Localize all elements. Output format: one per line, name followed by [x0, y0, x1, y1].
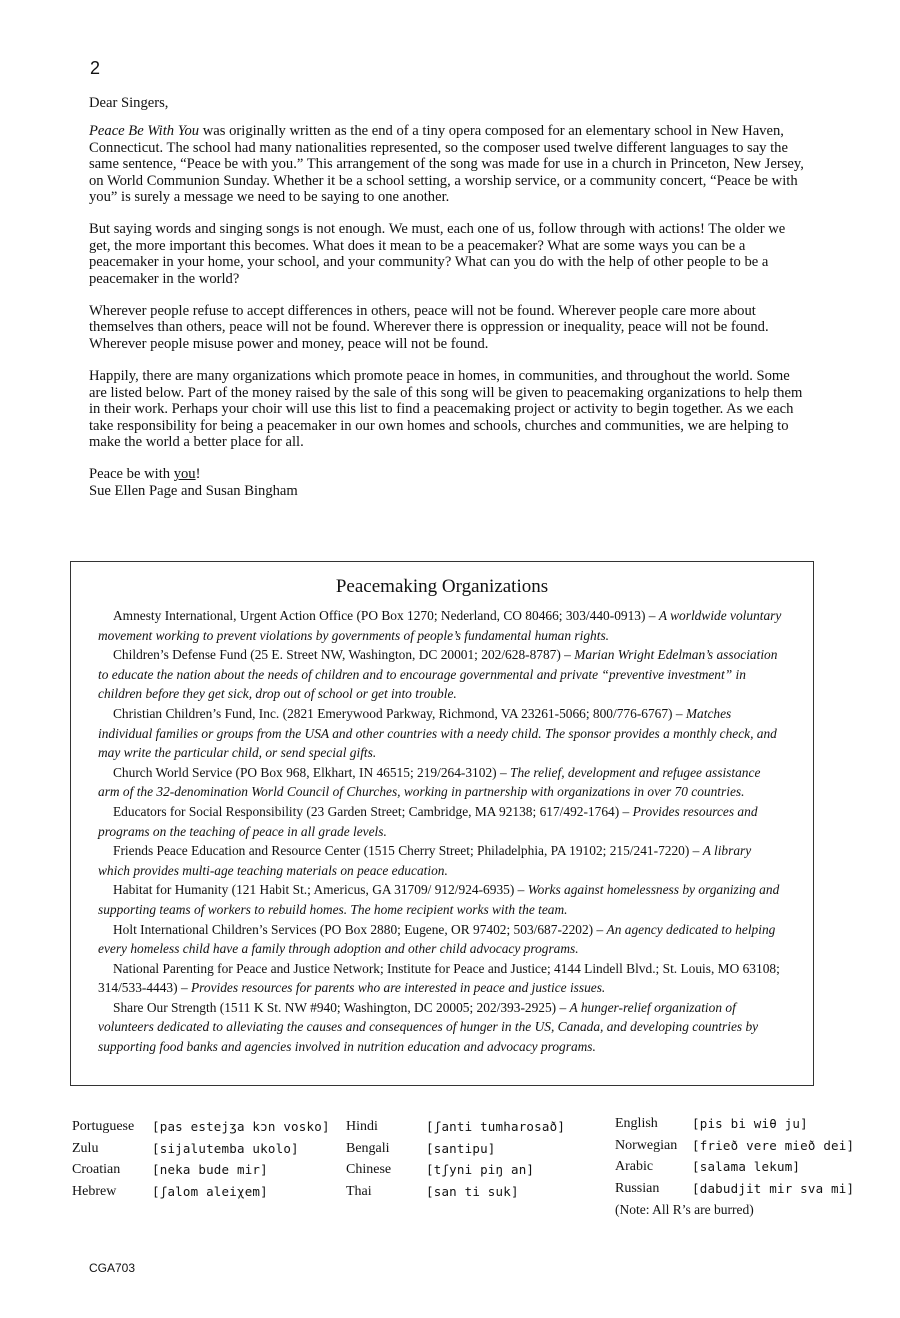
language-pronunciation: [tʃyni piŋ an]	[426, 1162, 535, 1177]
language-name: Croatian	[72, 1162, 121, 1177]
language-name: Hebrew	[72, 1183, 117, 1199]
language-name: English	[615, 1116, 658, 1131]
org-contact: Educators for Social Responsibility (23 Garden Street; Cambridge, MA 92138; 617/492-1764) –	[113, 803, 633, 819]
letter-closing	[89, 466, 804, 482]
org-contact: Christian Children’s Fund, Inc. (2821 Emerywood Parkway, Richmond, VA 23261-5066; 800/776-6767) –	[113, 705, 686, 721]
org-entry-amnesty	[98, 606, 785, 645]
paragraph-text: Wherever people refuse to accept differences in others, peace will not be found. Wherever people care more about themselves than others, peace will not be found. Wherever there is oppression or inequality, peace will not be found. Wherever people misuse power and money, peace will not be found.	[89, 303, 769, 352]
org-description: An agency dedicated to helping every homeless child have a family through adoption and other child advocacy programs.	[98, 921, 776, 957]
letter-signature: Sue Ellen Page and Susan Bingham	[89, 482, 298, 499]
org-entry-parenting-peace	[98, 959, 785, 998]
pronunciation-note: (Note: All R’s are burred)	[615, 1202, 754, 1217]
org-contact: Friends Peace Education and Resource Center (1515 Cherry Street; Philadelphia, PA 19102; 215/241-7220) –	[113, 843, 703, 859]
language-pronunciation: [neka bude mir]	[152, 1162, 268, 1177]
closing-punct: !	[195, 466, 201, 483]
closing-emphasis: you	[173, 466, 196, 483]
language-pronunciation: [santipu]	[426, 1140, 496, 1156]
song-title: Peace Be With You	[89, 123, 200, 140]
language-name: Arabic	[615, 1159, 654, 1174]
org-description: The relief, development and refugee assistance arm of the 32-denomination World Council of Churches, working in partnership with organizations in over 70 countries.	[98, 764, 761, 800]
org-description: Works against homelessness by organizing and supporting teams of workers to rebuild homes. The home recipient works with the team.	[98, 882, 780, 917]
org-description: Provides resources and programs on the teaching of peace in all grade levels.	[98, 803, 758, 839]
org-entry-habitat	[98, 880, 785, 919]
paragraph-text: But saying words and singing songs is not enough. We must, each one of us, follow through with actions! The older we get, the more important this becomes. What does it mean to be a peacemaker? What are some ways you can be a peacemaker in your home, your school, and your community? What can you do with the help of other people to be a peacemaker in the world?	[89, 221, 786, 287]
org-contact: Habitat for Humanity (121 Habit St.; Americus, GA 31709/ 912/924-6935) –	[113, 882, 528, 898]
organizations-list	[71, 606, 813, 1057]
organizations-box	[70, 561, 814, 1086]
org-contact: National Parenting for Peace and Justice Network; Institute for Peace and Justice; 4144 Lindell Blvd.; St. Louis, MO 63108; 314/533-4443) –	[98, 960, 780, 996]
language-pronunciation: [dabudjit mir sva mi]	[692, 1180, 855, 1196]
letter-paragraph-4	[89, 368, 804, 450]
org-description: Marian Wright Edelman’s association to educate the nation about the needs of children and to encourage governmental and private “preventive investment” in children before they get sick, drop out of school or get into trouble.	[98, 647, 778, 702]
language-pronunciation: [pas estejʒa kɔn vosko]	[152, 1119, 330, 1134]
org-entry-church-world	[98, 763, 785, 802]
language-name: Portuguese	[72, 1119, 135, 1134]
org-contact: Holt International Children’s Services (PO Box 2880; Eugene, OR 97402; 503/687-2202) –	[113, 921, 607, 937]
language-pronunciation: [sijalutemba ukolo]	[152, 1140, 299, 1156]
organizations-title: Peacemaking Organizations	[335, 576, 549, 597]
letter-salutation: Dear Singers,	[89, 95, 169, 111]
org-contact: Amnesty International, Urgent Action Office (PO Box 1270; Nederland, CO 80466; 303/440-0913) –	[113, 608, 659, 623]
language-pronunciation: [pis bi wiθ ju]	[692, 1116, 808, 1131]
catalog-code: CGA703	[89, 1261, 136, 1275]
page-number: 2	[90, 58, 101, 78]
org-description: Provides resources for parents who are interested in peace and justice issues.	[190, 980, 606, 996]
org-description: Matches individual families or groups from the USA and other countries with a needy child. The sponsor provides a monthly check, and may write the particular child, or send special gifts.	[98, 705, 777, 761]
language-name: Bengali	[346, 1140, 390, 1156]
language-name: Thai	[346, 1183, 372, 1199]
org-contact: Share Our Strength (1511 K St. NW #940; Washington, DC 20005; 202/393-2925) –	[113, 999, 570, 1015]
org-description: A worldwide voluntary movement working to prevent violations by governments of people’s fundamental human rights.	[98, 608, 782, 643]
org-entry-educators	[98, 802, 785, 841]
org-contact: Church World Service (PO Box 968, Elkhart, IN 46515; 219/264-3102) –	[113, 764, 510, 780]
letter-paragraph-2	[89, 221, 804, 287]
closing-text: Peace be with	[89, 466, 174, 483]
org-description: A library which provides multi-age teaching materials on peace education.	[98, 843, 752, 878]
language-pronunciation: [ʃanti tumharosað]	[426, 1119, 566, 1134]
letter-paragraph-3	[89, 303, 804, 352]
org-entry-holt	[98, 920, 785, 959]
org-entry-friends-peace	[98, 841, 785, 880]
org-entry-christian-childrens	[98, 704, 785, 763]
language-name: Russian	[615, 1180, 660, 1196]
letter	[89, 95, 804, 499]
language-name: Norwegian	[615, 1137, 678, 1153]
org-entry-share-our-strength	[98, 998, 785, 1057]
org-description: A hunger-relief organization of volunteers dedicated to alleviating the causes and consequences of hunger in the US, Canada, and developing countries by supporting food banks and agencies involved in nutrition education and advocacy programs.	[98, 999, 759, 1055]
language-pronunciation: [salama lekum]	[692, 1159, 801, 1174]
org-contact: Children’s Defense Fund (25 E. Street NW, Washington, DC 20001; 202/628-8787) –	[113, 647, 575, 663]
language-name: Chinese	[346, 1162, 392, 1177]
language-pronunciation: [ʃalom aleiχem]	[152, 1183, 268, 1199]
language-pronunciation: [frieð vere mieð dei]	[692, 1137, 855, 1153]
org-entry-childrens-defense	[98, 645, 785, 704]
language-name: Zulu	[72, 1140, 99, 1156]
language-pronunciation: [san ti suk]	[426, 1183, 519, 1199]
letter-paragraph-1	[89, 123, 804, 205]
language-name: Hindi	[346, 1119, 378, 1134]
paragraph-text: was originally written as the end of a tiny opera composed for an elementary school in New Haven, Connecticut. The school had many nationalities represented, so the composer used twelve different languages to say the same sentence, “Peace be with you.” This arrangement of the song was made for use in a church in Princeton, New Jersey, on World Communion Sunday. Whether it be a school setting, a worship service, or a community concert, “Peace be with you” is surely a message we need to be saying to one another.	[89, 123, 804, 206]
paragraph-text: Happily, there are many organizations which promote peace in homes, in communities, and throughout the world. Some are listed below. Part of the money raised by the sale of this song will be given to peacemaking organizations to help them in their work. Perhaps your choir will use this list to find a peacemaking project or activity to begin together. As we each take responsibility for being a peacemaker in our own homes and schools, churches and communities, we are helping to make the world a better place for all.	[89, 368, 803, 450]
